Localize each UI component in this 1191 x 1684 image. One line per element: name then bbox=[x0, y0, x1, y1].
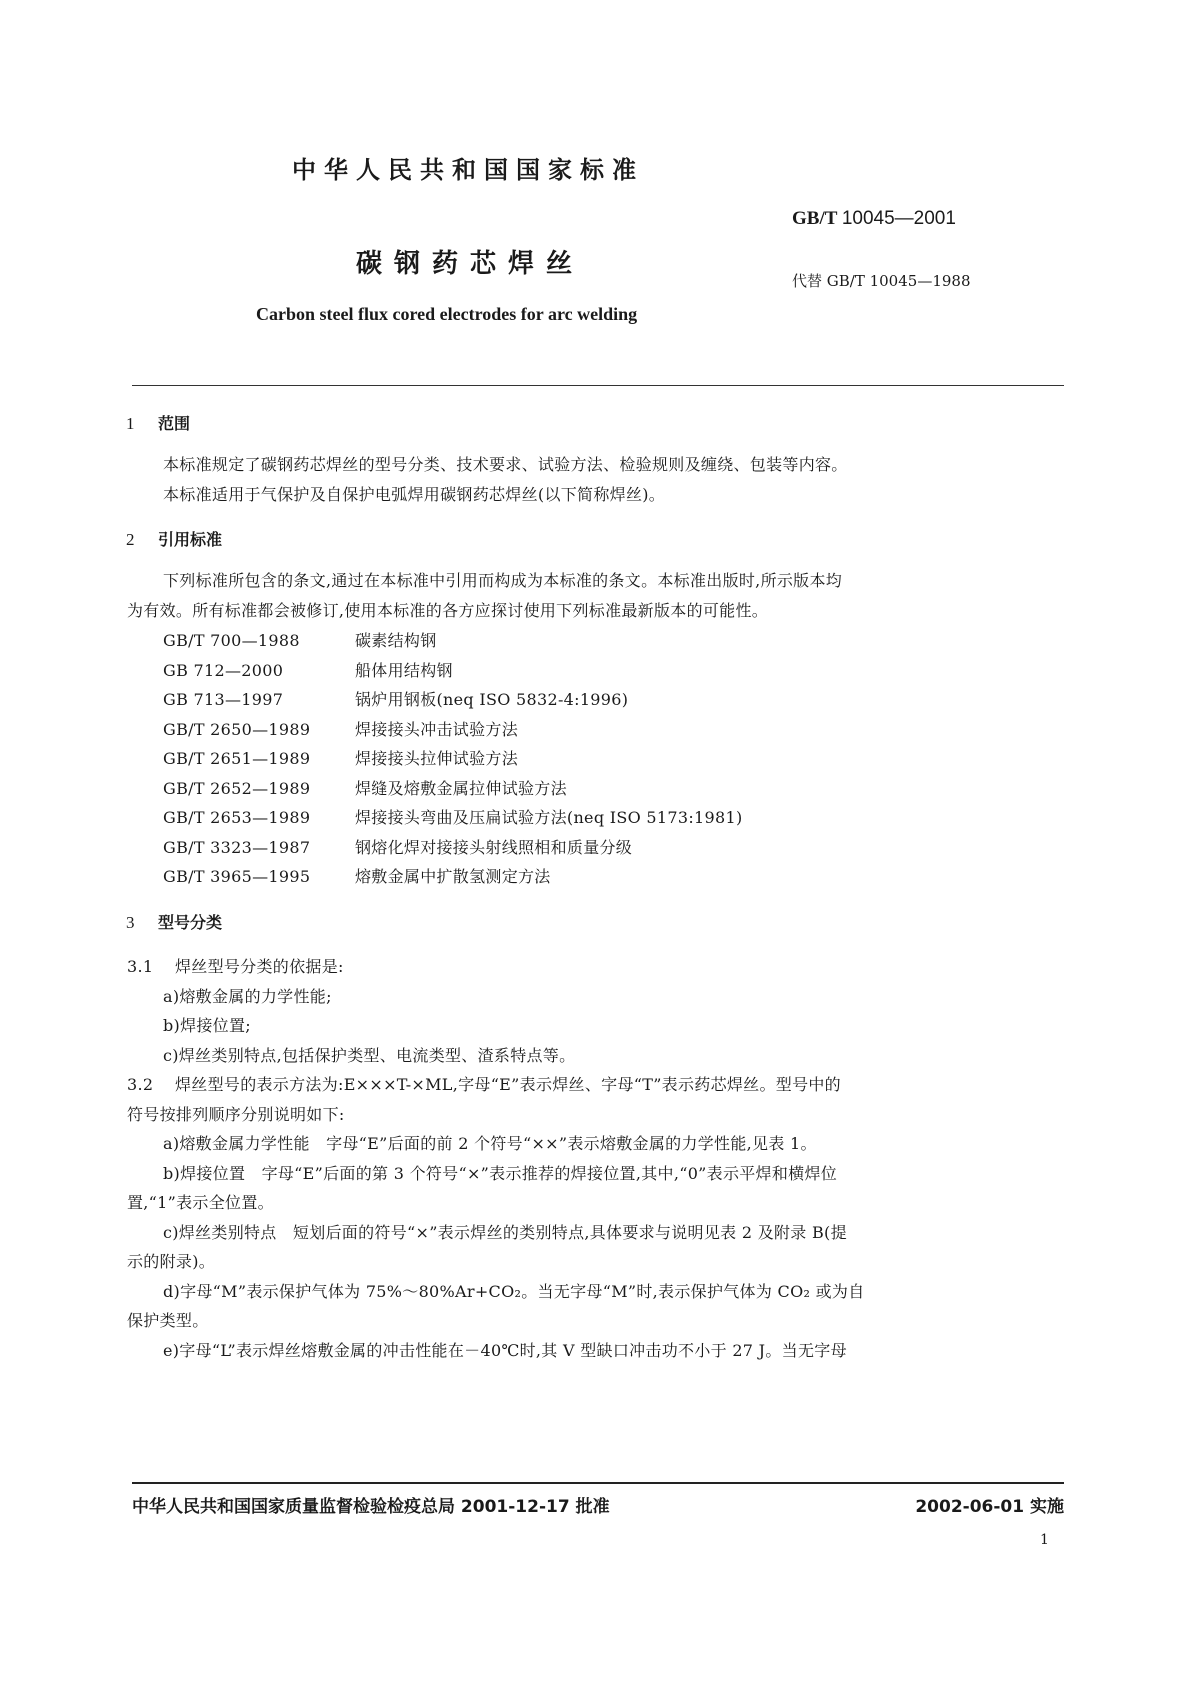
reference-item: GB 712—2000 船体用结构钢 bbox=[163, 661, 453, 680]
reference-item: GB/T 2650—1989 焊接接头冲击试验方法 bbox=[163, 720, 519, 739]
clause-3-2-item-d-line-1: d)字母“M”表示保护气体为 75%～80%Ar+CO₂。当无字母“M”时,表示保护气体为 CO₂ 或为自 bbox=[163, 1282, 865, 1301]
standard-code-number: 10045—2001 bbox=[841, 208, 956, 229]
header-divider bbox=[132, 385, 1064, 386]
reference-item: GB 713—1997 锅炉用钢板(neq ISO 5832-4:1996) bbox=[163, 690, 629, 709]
footer-divider bbox=[132, 1482, 1064, 1484]
clause-3-2-item-a: a)熔敷金属力学性能 字母“E”后面的前 2 个符号“××”表示熔敷金属的力学性能,见表 1。 bbox=[163, 1134, 817, 1153]
clause-3-1-item-c: c)焊丝类别特点,包括保护类型、电流类型、渣系特点等。 bbox=[163, 1046, 576, 1065]
reference-item: GB/T 2652—1989 焊缝及熔敷金属拉伸试验方法 bbox=[163, 779, 567, 798]
clause-3-2-item-b-line-2: 置,“1”表示全位置。 bbox=[127, 1193, 274, 1212]
section-2-paragraph-line-2: 为有效。所有标准都会被修订,使用本标准的各方应探讨使用下列标准最新版本的可能性。 bbox=[127, 601, 769, 620]
approval-issuer: 中华人民共和国国家质量监督检验检疫总局 2001-12-17 批准 bbox=[132, 1497, 610, 1517]
clause-3-2-item-b-line-1: b)焊接位置 字母“E”后面的第 3 个符号“×”表示推荐的焊接位置,其中,“0”表示平焊和横焊位 bbox=[163, 1164, 838, 1183]
replaces-standard: 代替 GB/T 10045—1988 bbox=[792, 272, 971, 290]
reference-item: GB/T 2653—1989 焊接接头弯曲及压扁试验方法(neq ISO 5173:1981) bbox=[163, 808, 743, 827]
clause-3-2-item-d-line-2: 保护类型。 bbox=[127, 1311, 209, 1330]
clause-3-2-item-c-line-2: 示的附录)。 bbox=[127, 1252, 216, 1271]
standard-body-title: 中华人民共和国国家标准 bbox=[292, 156, 644, 184]
clause-3-1: 3.1 焊丝型号分类的依据是: bbox=[127, 957, 344, 976]
standard-code-prefix: GB/T bbox=[792, 208, 842, 229]
section-2-paragraph-line-1: 下列标准所包含的条文,通过在本标准中引用而构成为本标准的条文。本标准出版时,所示版本均 bbox=[163, 571, 843, 590]
reference-item: GB/T 2651—1989 焊接接头拉伸试验方法 bbox=[163, 749, 519, 768]
implementation-date: 2002-06-01 实施 bbox=[915, 1497, 1064, 1517]
clause-3-2-line-2: 符号按排列顺序分别说明如下: bbox=[127, 1105, 345, 1124]
section-3-heading: 3 型号分类 bbox=[126, 913, 223, 932]
clause-3-2-item-e-line-1: e)字母“L”表示焊丝熔敷金属的冲击性能在－40℃时,其 V 型缺口冲击功不小于 27 J。当无字母 bbox=[163, 1341, 847, 1360]
section-1-paragraph-2: 本标准适用于气保护及自保护电弧焊用碳钢药芯焊丝(以下简称焊丝)。 bbox=[163, 485, 666, 504]
clause-3-1-item-a: a)熔敷金属的力学性能; bbox=[163, 987, 332, 1006]
section-1-heading: 1 范围 bbox=[126, 414, 191, 433]
clause-3-2-item-c-line-1: c)焊丝类别特点 短划后面的符号“×”表示焊丝的类别特点,具体要求与说明见表 2 及附录 B(提 bbox=[163, 1223, 847, 1242]
document-title-english: Carbon steel flux cored electrodes for arc welding bbox=[256, 304, 638, 324]
clause-3-2-line-1: 3.2 焊丝型号的表示方法为:E×××T-×ML,字母“E”表示焊丝、字母“T”表示药芯焊丝。型号中的 bbox=[127, 1075, 841, 1094]
reference-item: GB/T 3965—1995 熔敷金属中扩散氢测定方法 bbox=[163, 867, 551, 886]
page-number: 1 bbox=[1040, 1532, 1049, 1548]
reference-item: GB/T 700—1988 碳素结构钢 bbox=[163, 631, 437, 650]
clause-3-1-item-b: b)焊接位置; bbox=[163, 1016, 251, 1035]
section-2-heading: 2 引用标准 bbox=[126, 530, 223, 549]
section-1-paragraph-1: 本标准规定了碳钢药芯焊丝的型号分类、技术要求、试验方法、检验规则及缠绕、包装等内容。 bbox=[163, 455, 848, 474]
reference-item: GB/T 3323—1987 钢熔化焊对接接头射线照相和质量分级 bbox=[163, 838, 633, 857]
standard-code bbox=[792, 208, 956, 230]
document-title-chinese: 碳钢药芯焊丝 bbox=[356, 249, 585, 279]
